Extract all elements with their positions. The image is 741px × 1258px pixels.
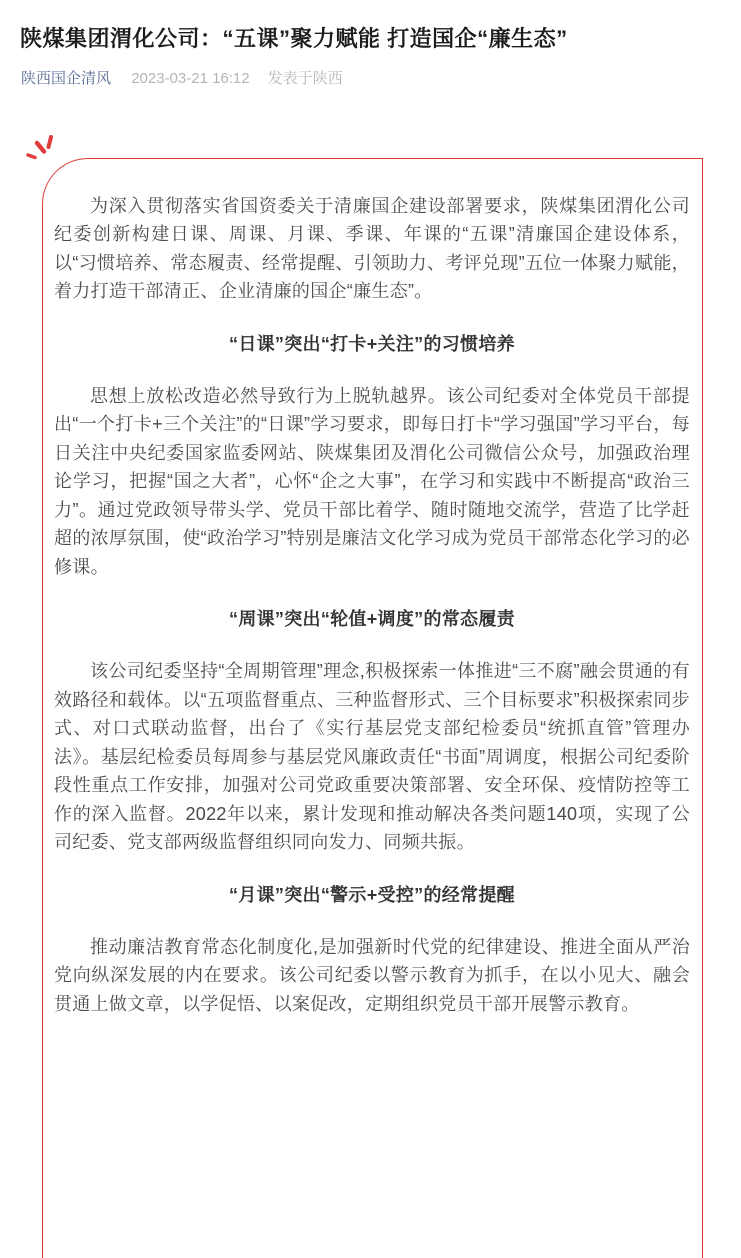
sparkle-accent-icon xyxy=(24,134,58,168)
article-page xyxy=(0,24,741,1014)
section-body-weekly: 该公司纪委坚持“全周期管理”理念,积极探索一体推进“三不腐”融会贯通的有效路径和载体。以“五项监督重点、三种监督形式、三个目标要求”积极探索同步式、对口式联动监督，出台了《实行基层党支部纪检委员“统抓直管”管理办法》。基层纪检委员每周参与基层党风廉政责任“书面”周调度，根据公司纪委阶段性重点工作安排，加强对公司党政重要决策部署、安全环保、疫情防控等工作的深入监督。2022年以来，累计发现和推动解决各类问题140项，实现了公司纪委、党支部两级监督组织同向发力、同频共振。 xyxy=(54,661,690,853)
section-body-daily: 思想上放松改造必然导致行为上脱轨越界。该公司纪委对全体党员干部提出“一个打卡+三个关注”的“日课”学习要求，即每日打卡“学习强国”学习平台，每日关注中央纪委国家监委网站、陕煤集团及渭化公司微信公众号，加强政治理论学习，把握“国之大者”，心怀“企之大事”，在学习和实践中不断提高“政治三力”。通过党政领导带头学、党员干部比着学、随时随地交流学，营造了比学赶超的浓厚氛围，使“政治学习”特别是廉洁文化学习成为党员干部常态化学习的必修课。 xyxy=(54,385,690,577)
byline xyxy=(21,69,721,89)
page-title: 陕煤集团渭化公司：“五课”聚力赋能 打造国企“廉生态” xyxy=(20,26,568,51)
publish-timestamp: 2023-03-21 16:12 xyxy=(131,69,250,87)
section-heading-weekly: “周课”突出“轮值+调度”的常态履责 xyxy=(229,609,515,630)
section-heading-daily: “日课”突出“打卡+关注”的习惯培养 xyxy=(229,333,515,354)
article-intro-paragraph: 为深入贯彻落实省国资委关于清廉国企建设部署要求，陕煤集团渭化公司纪委创新构建日课、周课、月课、季课、年课的“五课”清廉国企建设体系，以“习惯培养、常态履责、经常提醒、引领助力、考评兑现”五位一体聚力赋能，着力打造干部清正、企业清廉的国企“廉生态”。 xyxy=(54,195,690,302)
section-heading-monthly: “月课”突出“警示+受控”的经常提醒 xyxy=(229,884,515,905)
article-card-wrap xyxy=(0,158,741,1258)
publish-location: 发表于陕西 xyxy=(267,69,343,87)
source-account-link[interactable]: 陕西国企清风 xyxy=(21,69,112,87)
section-body-monthly: 推动廉洁教育常态化制度化,是加强新时代党的纪律建设、推进全面从严治党向纵深发展的内在要求。该公司纪委以警示教育为抓手，在以小见大、融会贯通上做文章，以学促悟、以案促改，定期组织党员干部开展警示教育。 xyxy=(54,936,690,1014)
article-card xyxy=(42,158,703,1258)
